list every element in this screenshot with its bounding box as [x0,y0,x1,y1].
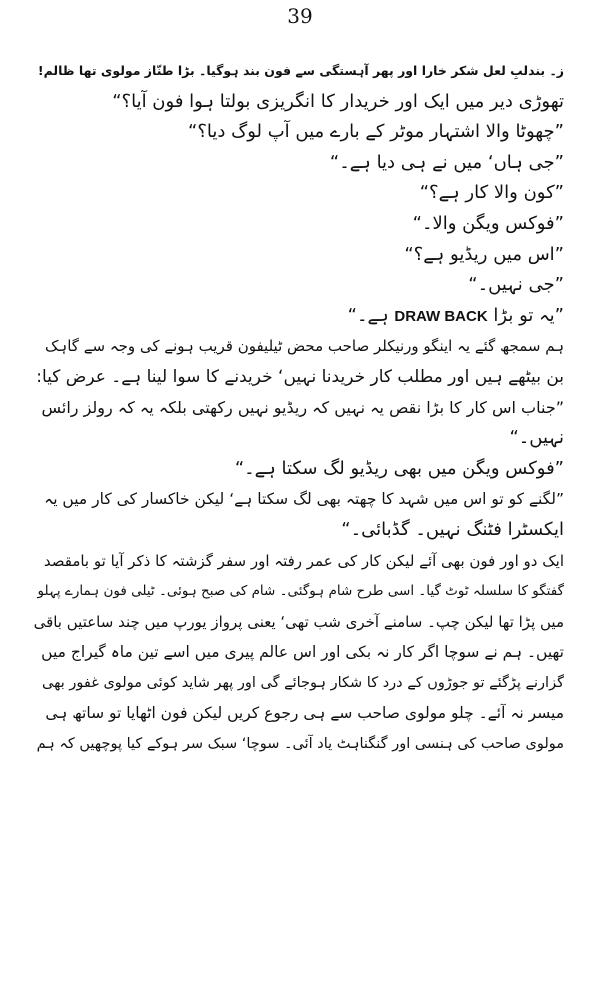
text-line-main: تھیں۔ ہم نے سوچا اگر کار نہ بکی اور اس عالم پیری میں اسے تین ماہ گیراج میں [41,643,564,662]
text-line [34,209,564,240]
text-line-main: ہم سمجھ گئے یہ اینگو ورنیکلر صاحب محض ٹیلیفون قریب ہونے کی وجہ سے گاہک [45,337,564,356]
text-line-main: بن بیٹھے ہیں اور مطلب کار خریدنا نہیں‘ خریدنے کا سوا لینا ہے۔ عرض کیا: [36,366,564,387]
text-line-main: ”لگنے کو تو اس میں شہد کا چھتہ بھی لگ سکتا ہے‘ لیکن خاکسار کی کار میں یہ [44,490,564,509]
page-body [34,56,564,760]
text-line [34,178,564,209]
text-line [34,87,564,118]
text-line-main: گزارنے پڑگئے تو جوڑوں کے درد کا شکار ہوجائے گی اور پھر شاید کوئی مولوی غفور بھی [42,674,564,691]
text-line-main: میں پڑا تھا لیکن چپ۔ سامنے آخری شب تھی‘ یعنی پرواز یورپ میں چند ساعتیں باقی [34,612,564,631]
text-line-main: ”فوکس ویگن والا۔“ [412,212,564,234]
text-line-main: ایک دو اور فون بھی آئے لیکن کار کی عمر رفتہ اور سفر گزشتہ کا ذکر آیا تو بامقصد [43,551,564,570]
text-line-main: ”جناب اس کار کا بڑا نقص یہ نہیں کہ ریڈیو نہیں رکھتی بلکہ یہ کہ رولز رائس [41,397,564,417]
text-line [34,515,564,546]
text-line-main: ”جی ہاں‘ میں نے ہی دیا ہے۔“ [329,151,564,173]
text-line-main: ”اس میں ریڈیو ہے؟“ [404,243,564,265]
text-line-main: ”جی نہیں۔“ [468,274,564,296]
text-line [34,423,564,454]
text-line [34,668,564,699]
text-line-main: ز۔ بندلبِ لعل شکر خارا اور پھر آہستگی سے فون بند ہوگیا۔ بڑا طنّاز مولوی تھا ظالم! [37,63,564,78]
text-line [34,607,564,638]
page-number: 39 [287,4,313,28]
text-line [34,301,564,332]
text-line-main: ”کون والا کار ہے؟“ [419,182,564,204]
text-line-tail: ہے۔“ [347,304,389,326]
english-phrase: DRAW BACK [394,307,488,325]
text-line [34,454,564,485]
text-line-main: گفتگو کا سلسلہ ٹوٹ گیا۔ اسی طرح شام ہوگئی۔ شام کی صبح ہوئی۔ ٹیلی فون ہمارے پہلو [37,583,564,600]
text-line [34,637,564,668]
text-line [34,240,564,271]
text-line [34,484,564,515]
text-line-main: ”چھوٹا والا اشتہار موٹر کے بارے میں آپ لوگ دیا؟“ [188,121,564,143]
text-line [34,117,564,148]
text-line [34,270,564,301]
text-line-main: مولوی صاحب کی ہنسی اور گنگناہٹ یاد آئی۔ سوچا‘ سبک سر ہوکے کیا پوچھیں کہ ہم [36,736,564,753]
text-line [34,393,564,424]
text-line-main: ”یہ تو بڑا [493,304,564,326]
text-line [34,148,564,179]
text-line [34,362,564,393]
text-line [34,576,564,607]
text-line-main: میسر نہ آئے۔ چلو مولوی صاحب سے ہی رجوع کریں لیکن فون اٹھایا تو ساتھ ہی [45,704,564,723]
text-line [34,698,564,729]
text-line [34,331,564,362]
text-line [34,56,564,87]
text-line-main: نہیں۔“ [509,427,564,449]
text-line [34,546,564,577]
text-line-main: تھوڑی دیر میں ایک اور خریدار کا انگریزی بولتا ہوا فون آیا؟“ [112,90,564,112]
text-line-main: ایکسٹرا فٹنگ نہیں۔ گڈبائی۔“ [341,518,564,540]
text-line [34,729,564,760]
text-line-main: ”فوکس ویگن میں بھی ریڈیو لگ سکتا ہے۔“ [234,457,564,479]
